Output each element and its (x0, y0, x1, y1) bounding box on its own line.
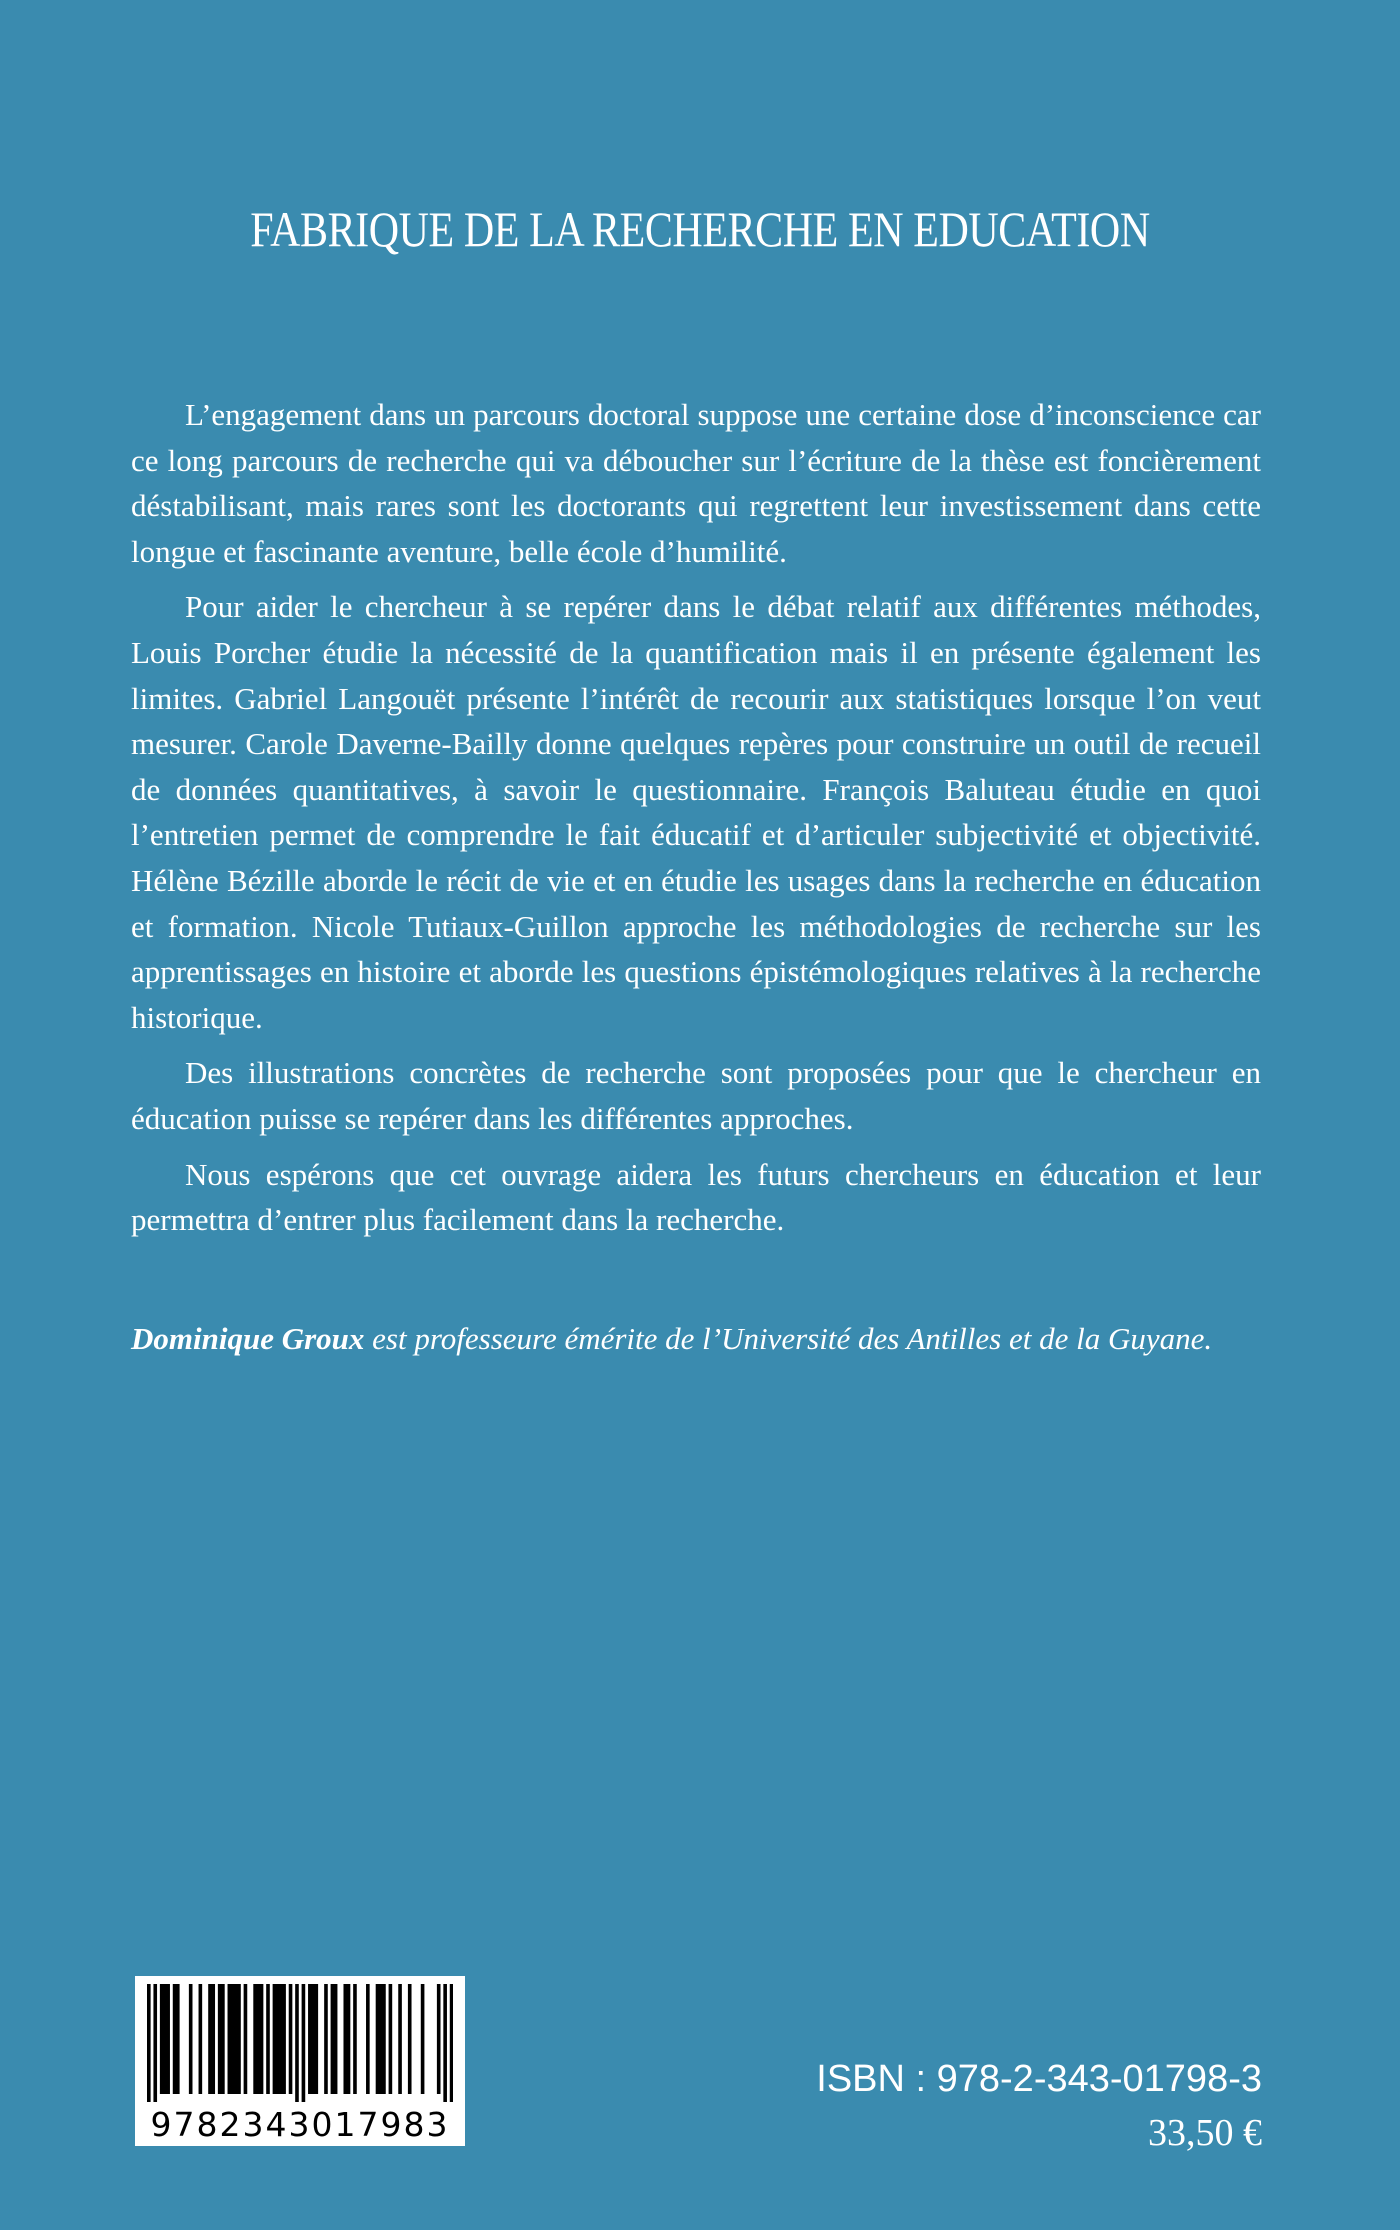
barcode-bar (353, 1984, 357, 2094)
barcode (135, 1976, 465, 2146)
barcode-bar (282, 1984, 286, 2094)
blurb-paragraph: Des illustrations concrètes de recherche sont proposées pour que le chercheur en éducation puisse se repérer dans les différentes approches. (131, 1055, 1261, 1136)
barcode-bar (366, 1984, 370, 2094)
barcode-bar (437, 1984, 441, 2094)
barcode-bar (163, 1984, 167, 2094)
price: 33,50 € (1148, 2112, 1262, 2154)
barcode-number: 9782343017983 (150, 2105, 450, 2144)
barcode-bar (234, 1984, 238, 2094)
barcode-bar (376, 1984, 380, 2094)
barcode-bar (160, 1984, 164, 2094)
barcode-bar (237, 1984, 241, 2094)
barcode-bar (208, 1984, 212, 2094)
barcode-bars (147, 1984, 453, 2102)
barcode-bar (334, 1984, 338, 2094)
barcode-bar (228, 1984, 232, 2094)
barcode-bar (311, 1984, 315, 2094)
barcode-bar (302, 1984, 306, 2102)
blurb-text (131, 392, 1261, 1253)
barcode-bar (382, 1984, 386, 2094)
isbn: ISBN : 978-2-343-01798-3 (816, 2058, 1262, 2100)
barcode-bar (343, 1984, 347, 2094)
barcode-bar (347, 1984, 351, 2094)
barcode-bar (295, 1984, 299, 2102)
barcode-bar (266, 1984, 270, 2094)
barcode-bar (276, 1984, 280, 2094)
blurb-paragraph: Nous espérons que cet ouvrage aidera les futurs chercheurs en éducation et leur permettra d’entrer plus facilement dans la recherche. (131, 1156, 1261, 1238)
barcode-bar (211, 1984, 215, 2094)
barcode-bar (308, 1984, 312, 2094)
barcode-bar (408, 1984, 412, 2094)
blurb-paragraph: Pour aider le chercheur à se repérer dans le débat relatif aux différentes méthodes, Louis Porcher étudie la nécessité de la quantification mais il en présente également les limites. Gabriel Langouët présente l’intérêt de recourir aux statistiques lorsque l’on veut mesurer. Carole Daverne-Bailly donne quelques repères pour construire un outil de recueil de données quantitatives, à savoir le questionnaire. François Baluteau étudie en quoi l’entretien permet de comprendre le fait éducatif et d’articuler subjectivité et objectivité. Hélène Bézille aborde le récit de vie et en étudie les usages dans la recherche en éducation et formation. Nicole Tutiaux-Guillon approche les méthodologies de recherche sur les apprentissages en histoire et aborde les questions épistémologiques relatives à la recherche historique. (131, 589, 1261, 1035)
barcode-bar (450, 1984, 453, 2102)
barcode-bar (273, 1984, 277, 2094)
blurb-paragraph: L’engagement dans un parcours doctoral suppose une certaine dose d’inconscience car ce long parcours de recherche qui va déboucher sur l’écriture de la thèse est foncièrement déstabilisant, mais rares sont les doctorants qui regrettent leur investissement dans cette longue et fascinante aventure, belle école d’humilité. (131, 397, 1261, 569)
barcode-bar (289, 1984, 293, 2094)
author-bio (131, 1316, 1261, 1362)
barcode-bar (260, 1984, 264, 2094)
barcode-bar (421, 1984, 425, 2094)
author-name: Dominique Groux (131, 1321, 365, 1356)
barcode-bar (173, 1984, 177, 2094)
author-bio-text: est professeure émérite de l’Université des Antilles et de la Guyane. (364, 1321, 1213, 1356)
barcode-bar (147, 1984, 151, 2102)
barcode-bar (244, 1984, 248, 2094)
barcode-bar (379, 1984, 383, 2094)
barcode-bar (221, 1984, 225, 2094)
barcode-bar (331, 1984, 335, 2094)
barcode-bar (314, 1984, 318, 2094)
barcode-bar (189, 1984, 193, 2094)
barcode-bar (253, 1984, 257, 2094)
barcode-bar (324, 1984, 328, 2094)
barcode-bar (153, 1984, 157, 2102)
barcode-bar (443, 1984, 447, 2102)
barcode-bar (199, 1984, 203, 2094)
barcode-bar (279, 1984, 283, 2094)
barcode-bar (166, 1984, 170, 2094)
barcode-bar (257, 1984, 261, 2094)
barcode-bar (231, 1984, 235, 2094)
book-title: FABRIQUE DE LA RECHERCHE EN EDUCATION (250, 201, 1150, 257)
barcode-bar (218, 1984, 222, 2094)
barcode-bar (398, 1984, 402, 2094)
barcode-bar (389, 1984, 393, 2094)
barcode-bar (176, 1984, 180, 2094)
